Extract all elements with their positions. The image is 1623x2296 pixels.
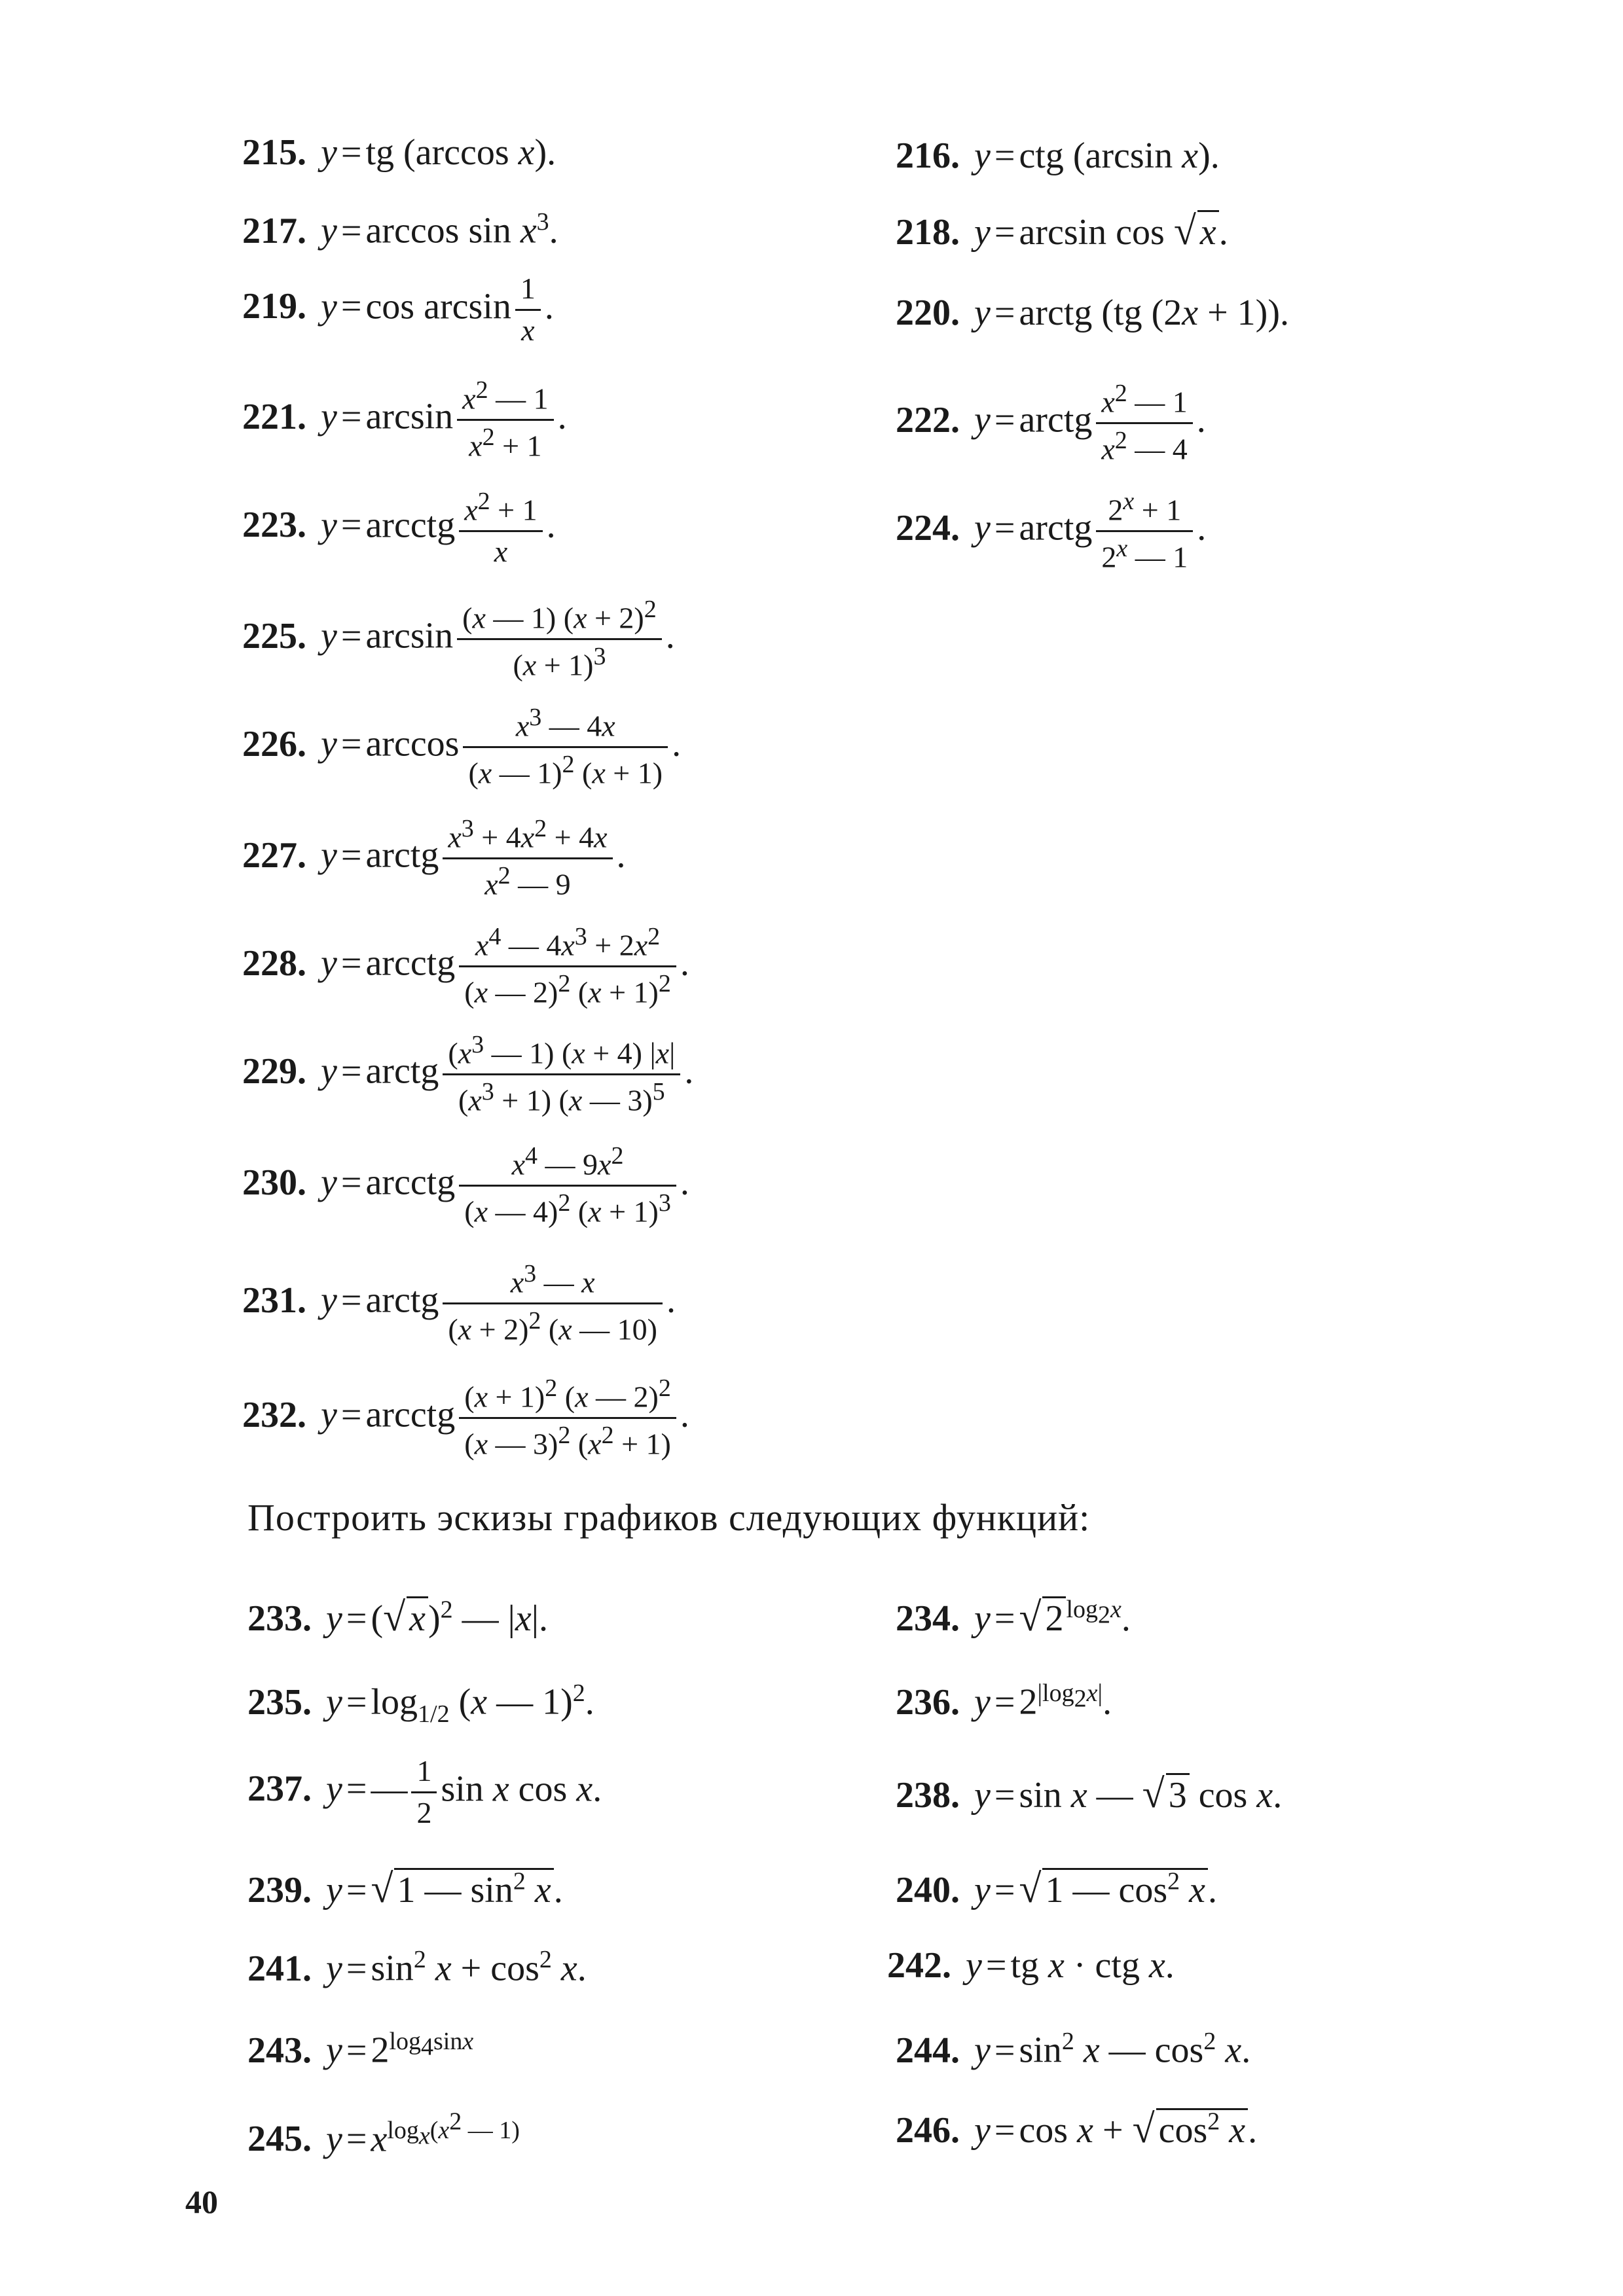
problem-227: 227. y = arctg $\frac{x^3 + 4x^2 + 4x}{x^2 — 9}$ . <box>242 815 626 901</box>
problem-243: 243. $y = 2^{log_4sinx}$ <box>247 2028 474 2071</box>
problem-number: 244. <box>896 2030 960 2071</box>
problem-238: 238. y = sin x — √ 3 cos x. <box>896 1772 1283 1816</box>
problem-number: 230. <box>242 1162 306 1203</box>
problem-245: 245. $y = x^{log_x(x^2 — 1)}$ <box>247 2108 520 2160</box>
problem-number: 241. <box>247 1948 312 1989</box>
problem-215: 215. y = tg (arccos x). <box>242 132 556 173</box>
problem-223: 223. y = arcctg $\frac{x^2 + 1}{x}$ . <box>242 488 556 569</box>
problem-number: 234. <box>896 1598 960 1639</box>
problem-240: 240. y =√ 1 — $\cos^2 x$. <box>896 1867 1217 1911</box>
problem-number: 217. <box>242 210 306 251</box>
problem-number: 246. <box>896 2110 960 2151</box>
problem-number: 221. <box>242 396 306 437</box>
problem-244: 244. $y = \sin^2 x$ — $\cos^2 x$. <box>896 2028 1251 2071</box>
problem-number: 243. <box>247 2030 312 2071</box>
problem-number: 240. <box>896 1870 960 1910</box>
problem-220: 220. y = arctg (tg (2x + 1)). <box>896 293 1289 333</box>
problem-number: 227. <box>242 834 306 876</box>
problem-number: 223. <box>242 505 306 546</box>
problem-234: 234. y =√ 2 $^{log_2x}$. <box>896 1595 1131 1640</box>
problem-229: 229. y = arctg $\frac{(x^3 — 1) (x + 4) |x|}{(x^3 + 1) (x — 3)^5}$ . <box>242 1031 694 1117</box>
problem-242: 242. y = tg x · ctg x. <box>887 1945 1175 1986</box>
problem-233: 233. y = (√ x)$^2$ — |x|. <box>247 1595 548 1640</box>
problem-237: 237. y = — $\frac{1}{2}$ sin x cos x. <box>247 1754 602 1829</box>
problem-number: 235. <box>247 1681 312 1723</box>
problem-number: 237. <box>247 1768 312 1810</box>
problem-236: 236. $y = 2^{|log_2x|}$. <box>896 1679 1112 1723</box>
problem-number: 226. <box>242 723 306 764</box>
problem-216: 216. y = ctg (arcsin x). <box>896 135 1220 176</box>
problem-219: 219. y = cos arcsin $\frac{1}{x}$ . <box>242 272 554 347</box>
problem-number: 224. <box>896 507 960 548</box>
problem-number: 225. <box>242 615 306 656</box>
problem-246: 246. y = cos x + √ $\cos^2 x$. <box>896 2107 1258 2151</box>
problem-number: 229. <box>242 1050 306 1092</box>
problem-231: 231. y = arctg $\frac{x^3 — x}{(x + 2)^2 (x — 10)}$ . <box>242 1260 676 1346</box>
problem-number: 242. <box>887 1945 951 1986</box>
problem-224: 224. y = arctg $\frac{2^x + 1}{2^x — 1}$ . <box>896 488 1207 574</box>
problem-232: 232. y = arcctg $\frac{(x + 1)^2 (x — 2)^2}{(x — 3)^2 (x^2 + 1)}$ . <box>242 1374 689 1461</box>
problem-number: 215. <box>242 132 306 173</box>
problem-225: 225. y = arcsin $\frac{(x — 1) (x + 2)^2}{(x + 1)^3}$ . <box>242 596 675 682</box>
problem-222: 222. y = arctg $\frac{x^2 — 1}{x^2 — 4}$ . <box>896 380 1206 466</box>
problem-218: 218. y = arcsin cos √ x. <box>896 209 1228 253</box>
problem-239: 239. y =√ 1 — $\sin^2 x$. <box>247 1867 563 1911</box>
problem-230: 230. y = arcctg $\frac{x^4 — 9x^2}{(x — 4)^2 (x + 1)^3}$ . <box>242 1142 689 1229</box>
problem-number: 232. <box>242 1394 306 1435</box>
problem-number: 219. <box>242 286 306 327</box>
problem-number: 233. <box>247 1598 312 1639</box>
problem-number: 216. <box>896 135 960 176</box>
problem-number: 239. <box>247 1870 312 1910</box>
problem-number: 238. <box>896 1775 960 1816</box>
problem-number: 228. <box>242 942 306 984</box>
page-number: 40 <box>185 2183 218 2220</box>
problem-221: 221. y = arcsin $\frac{x^2 — 1}{x^2 + 1}$ . <box>242 376 567 463</box>
problem-226: 226. y = arccos $\frac{x^3 — 4x}{(x — 1)^2 (x + 1)}$ . <box>242 704 682 790</box>
problem-number: 236. <box>896 1681 960 1723</box>
problem-number: 222. <box>896 399 960 440</box>
problem-number: 245. <box>247 2119 312 2160</box>
problem-number: 231. <box>242 1280 306 1321</box>
problem-235: 235. $y = \log_{1/2} (x$ — 1)$^2$. <box>247 1679 594 1728</box>
problem-217: 217. $y = \arccos \sin x^3$. <box>242 208 558 251</box>
problem-number: 220. <box>896 293 960 333</box>
problem-number: 218. <box>896 212 960 253</box>
section-heading: Построить эскизы графиков следующих функций: <box>247 1496 1091 1539</box>
problem-228: 228. y = arcctg $\frac{x^4 — 4x^3 + 2x^2}{(x — 2)^2 (x + 1)^2}$ . <box>242 923 689 1009</box>
problem-241: 241. $y = \sin^2 x + \cos^2 x$. <box>247 1946 587 1989</box>
